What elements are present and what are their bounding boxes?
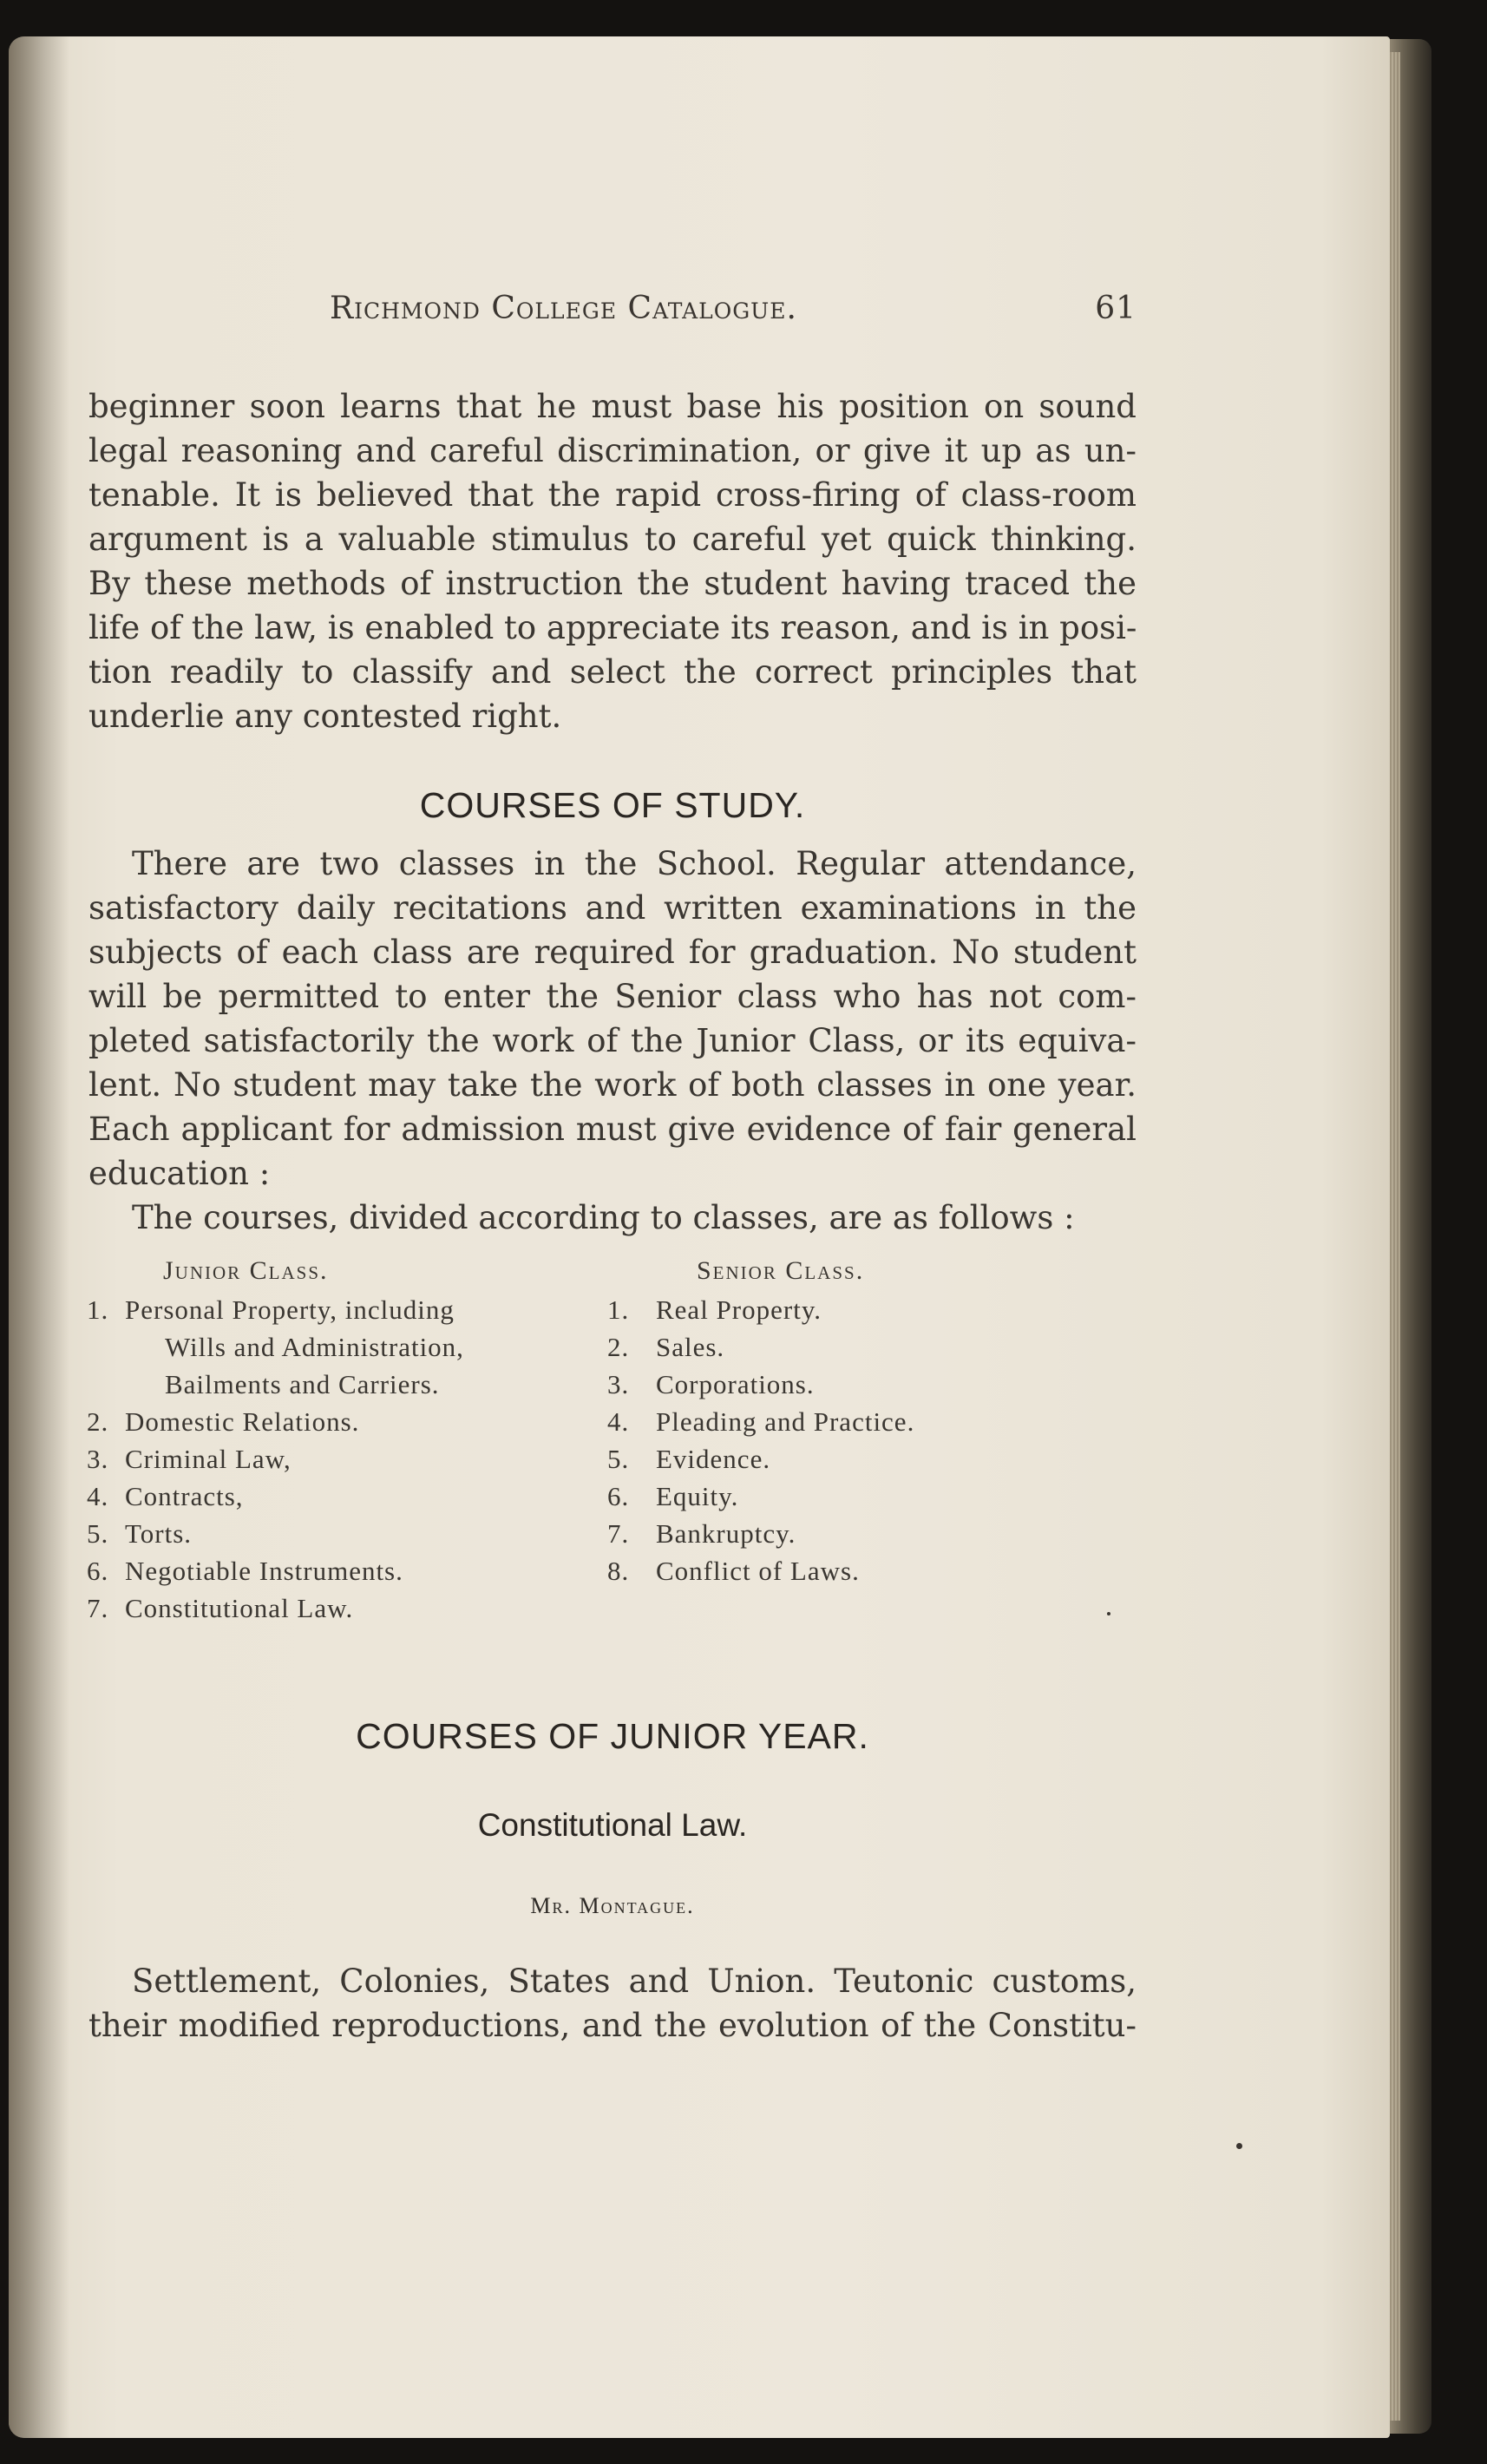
text-line: pleted satisfactorily the work of the Junior Class, or its equiva- [88,1022,1137,1059]
item-number: 6. [87,1556,109,1586]
item-number: 5. [607,1444,630,1474]
item-text: Evidence. [656,1444,771,1474]
item-text: Corporations. [656,1369,815,1399]
item-number: 3. [87,1444,109,1474]
item-text: Pleading and Practice. [656,1406,915,1437]
instructor-name: Mr. Montague. [530,1893,695,1918]
constitutional-law-paragraph [88,1959,1137,2048]
list-item [87,1406,573,1444]
item-text: Domestic Relations. [125,1406,360,1437]
text-line: The courses, divided according to classes, are as follows : [132,1199,1075,1236]
list-item [87,1294,573,1332]
item-number: 3. [607,1369,630,1399]
item-text: Personal Property, including [125,1294,455,1325]
list-item [87,1593,573,1630]
list-item [607,1518,1093,1556]
list-item [607,1332,1093,1369]
text-line: their modified reproductions, and the evolution of the Constitu- [88,2007,1137,2044]
item-text: Bankruptcy. [656,1518,796,1549]
item-number: 7. [607,1518,630,1549]
item-number: 5. [87,1518,109,1549]
list-item [607,1481,1093,1518]
courses-of-study-heading: COURSES OF STUDY. [419,785,806,825]
item-number: 4. [607,1406,630,1437]
text-line: will be permitted to enter the Senior class who has not com- [88,978,1137,1015]
item-number: 4. [87,1481,109,1511]
text-line: beginner soon learns that he must base his position on sound [88,388,1137,425]
text-line: life of the law, is enabled to appreciate its reason, and is in posi- [88,609,1137,646]
item-text: Conflict of Laws. [656,1556,860,1586]
text-line: subjects of each class are required for graduation. No student [88,934,1137,971]
paper-speck [1107,1612,1110,1615]
text-line: satisfactory daily recitations and written examinations in the [88,889,1137,927]
senior-class-list [607,1256,1093,1593]
list-item [607,1369,1093,1406]
item-text: Criminal Law, [125,1444,292,1474]
item-text: Negotiable Instruments. [125,1556,403,1586]
text-line: By these methods of instruction the student having traced the [88,565,1137,602]
text-line: There are two classes in the School. Regular attendance, [132,845,1137,882]
item-number: 1. [607,1294,630,1325]
junior-class-list [87,1256,573,1630]
junior-year-heading: COURSES OF JUNIOR YEAR. [356,1716,869,1756]
item-number: 7. [87,1593,109,1623]
text-line: education : [88,1155,271,1192]
text-line: lent. No student may take the work of both classes in one year. [88,1066,1137,1104]
item-number: 8. [607,1556,630,1586]
item-text: Bailments and Carriers. [165,1369,440,1399]
list-item [87,1332,573,1369]
list-item [607,1556,1093,1593]
page-number: 61 [1095,291,1137,326]
gutter-shadow [9,36,69,2438]
list-item [87,1369,573,1406]
item-number: 6. [607,1481,630,1511]
junior-class-heading: Junior Class. [163,1256,329,1285]
list-item [607,1406,1093,1444]
list-item [87,1518,573,1556]
text-line: tion readily to classify and select the correct principles that [88,653,1137,691]
item-text: Real Property. [656,1294,822,1325]
text-line: argument is a valuable stimulus to careful yet quick thinking. [88,521,1137,558]
senior-class-heading: Senior Class. [697,1256,865,1285]
list-item [607,1444,1093,1481]
text-line: tenable. It is believed that the rapid cross-firing of class-room [88,476,1137,514]
item-text: Wills and Administration, [165,1332,464,1362]
text-line: legal reasoning and careful discrimination, or give it up as un- [88,432,1137,469]
list-item [607,1294,1093,1332]
item-text: Constitutional Law. [125,1593,354,1623]
constitutional-law-subheading: Constitutional Law. [477,1807,748,1843]
running-head-title: Richmond College Catalogue. [330,291,797,326]
list-item [87,1444,573,1481]
item-number: 1. [87,1294,109,1325]
intro-paragraph [88,384,1137,738]
item-text: Equity. [656,1481,739,1511]
text-line: Settlement, Colonies, States and Union. Teutonic customs, [132,1963,1137,2000]
item-number: 2. [87,1406,109,1437]
text-line: underlie any contested right. [88,698,562,735]
list-item [87,1556,573,1593]
item-text: Contracts, [125,1481,244,1511]
item-number: 2. [607,1332,630,1362]
item-text: Torts. [125,1518,193,1549]
item-text: Sales. [656,1332,725,1362]
paper-speck [1236,2143,1242,2149]
courses-of-study-paragraph [88,842,1137,1240]
list-item [87,1481,573,1518]
text-line: Each applicant for admission must give evidence of fair general [88,1111,1137,1148]
